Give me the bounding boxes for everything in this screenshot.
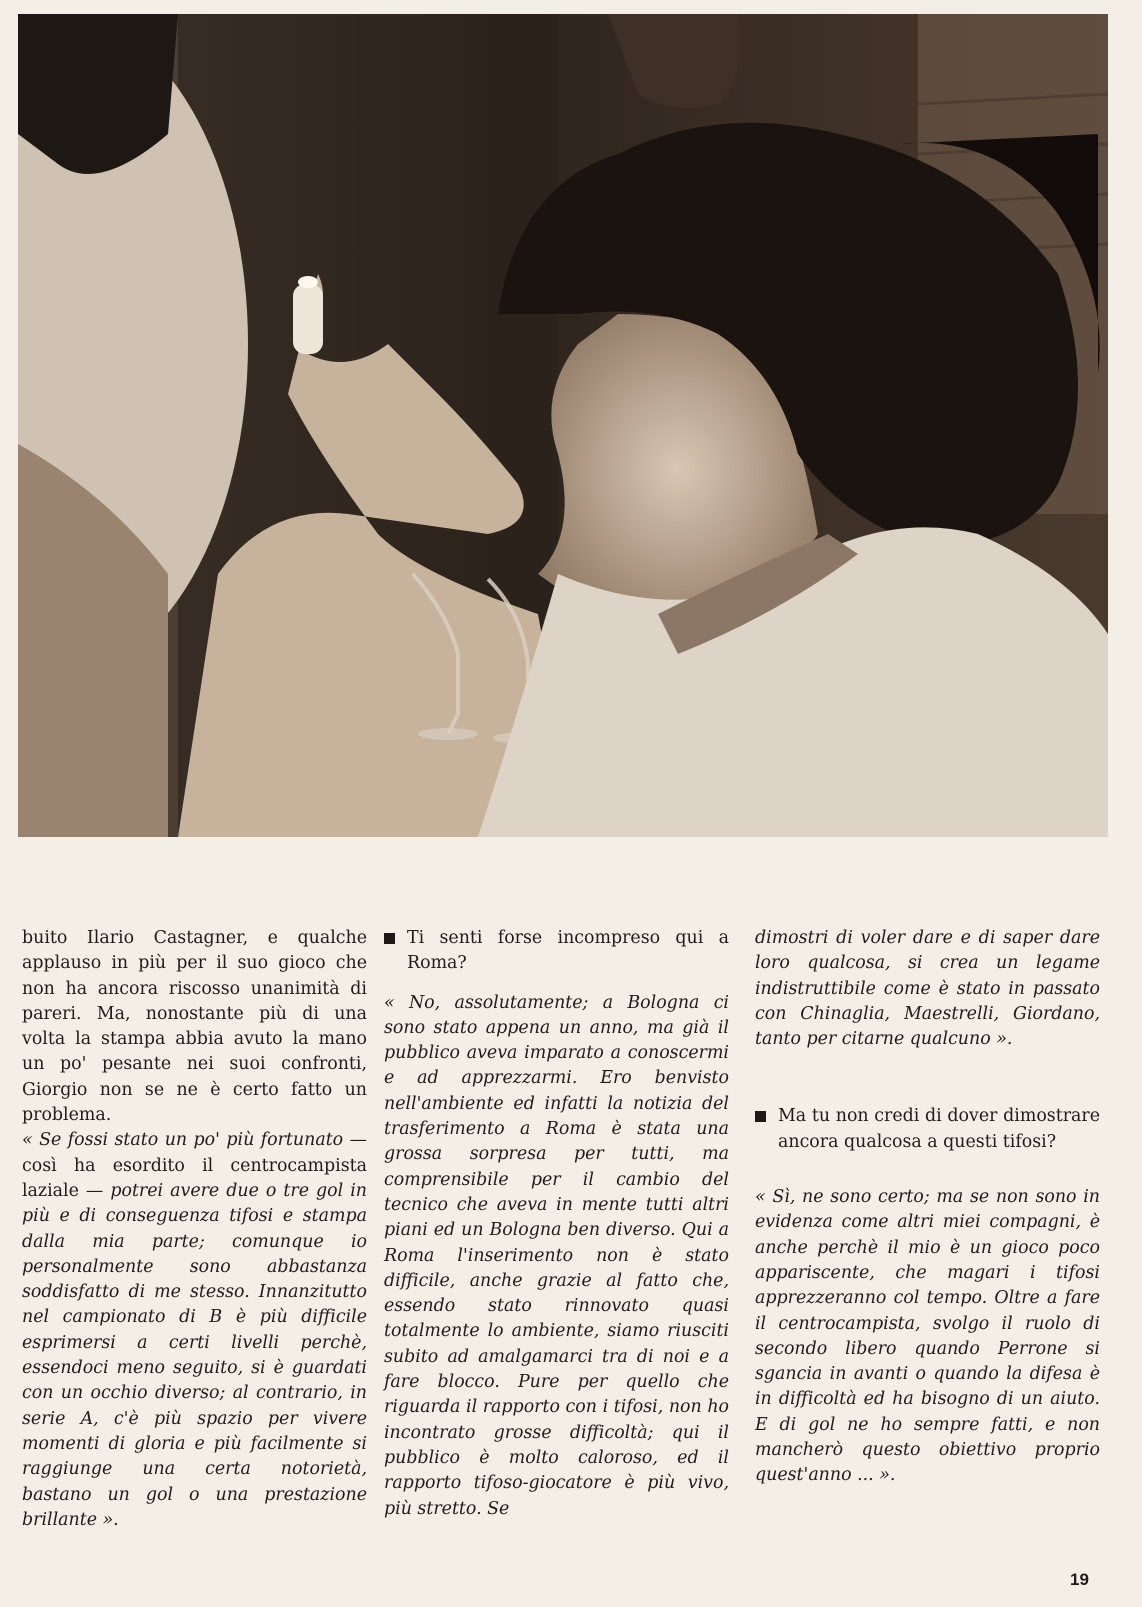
square-bullet-icon: [755, 1111, 766, 1122]
attribution-dash: — così ha esordito il centrocampista laziale —: [22, 1130, 367, 1201]
question-block-2: [755, 1104, 1100, 1155]
paragraph-quote-1: [22, 1128, 367, 1533]
question-1: Ti senti forse incompreso qui a Roma?: [407, 928, 729, 974]
portrait-photo: [18, 14, 1108, 837]
square-bullet-icon: [384, 933, 395, 944]
quote-open: « Se fossi stato un po' più fortunato: [22, 1130, 344, 1151]
question-2: Ma tu non credi di dover dimostrare ancora qualcosa a questi tifosi?: [778, 1106, 1100, 1152]
text-column-2: [384, 926, 729, 1522]
paragraph-intro: buito Ilario Castagner, e qualche applauso in più per il suo gioco che non ha ancora riscosso unanimità di pareri. Ma, nonostante più di una volta la stampa abbia avuto la mano un po' pesante nei suoi confronti, Giorgio non se ne è certo fatto un problema.: [22, 928, 367, 1126]
answer-1-continued: dimostri di voler dare e di saper dare loro qualcosa, si crea un legame indistruttibile come è stato in passato con Chinaglia, Maestrelli, Giordano, tanto per citarne qualcuno ».: [755, 928, 1100, 1050]
answer-2: « Sì, ne sono certo; ma se non sono in evidenza come altri miei compagni, è anche perchè il mio è un gioco poco appariscente, che magari i tifosi apprezzeranno col tempo. Oltre a fare il centrocampista, svolgo il ruolo di secondo libero quando Perrone si sgancia in avanti o quando la difesa è in difficoltà ed ha bisogno di un aiuto. E di gol ne ho sempre fatti, e non mancherò questo obiettivo proprio quest'anno ... ».: [755, 1187, 1100, 1486]
photo-illustration: [18, 14, 1108, 837]
quote-rest: potrei avere due o tre gol in più e di conseguenza tifosi e stampa dalla mia parte; comunque io personalmente sono abbastanza soddisfatto di me stesso. Innanzitutto nel campionato di B è più difficile esprimersi a certi livelli perchè, essendoci meno seguito, si è guardati con un occhio diverso; al contrario, in serie A, c'è più spazio per vivere momenti di gloria e più facilmente si raggiunge una certa notorietà, bastano un gol o una prestazione brillante ».: [22, 1180, 367, 1530]
page-number: 19: [1070, 1570, 1089, 1589]
text-column-3: [755, 926, 1100, 1489]
answer-1: « No, assolutamente; a Bologna ci sono stato appena un anno, ma già il pubblico aveva imparato a conoscermi e ad apprezzarmi. Ero benvisto nell'ambiente ed infatti la notizia del trasferimento a Roma è stata una grossa sorpresa per tutti, ma comprensibile per il cambio del tecnico che aveva in mente tutti altri piani ed un Bologna ben diverso. Qui a Roma l'inserimento non è stato difficile, anche grazie al fatto che, essendo stato rinnovato quasi totalmente lo ambiente, siamo riusciti subito ad amalgamarci tra di noi e a fare blocco. Pure per quello che riguarda il rapporto con i tifosi, non ho incontrato grosse difficoltà; qui il pubblico è molto caloroso, ed il rapporto tifoso-giocatore è più vivo, più stretto. Se: [384, 992, 729, 1519]
question-block-1: [384, 926, 729, 977]
text-column-1: [22, 926, 367, 1533]
